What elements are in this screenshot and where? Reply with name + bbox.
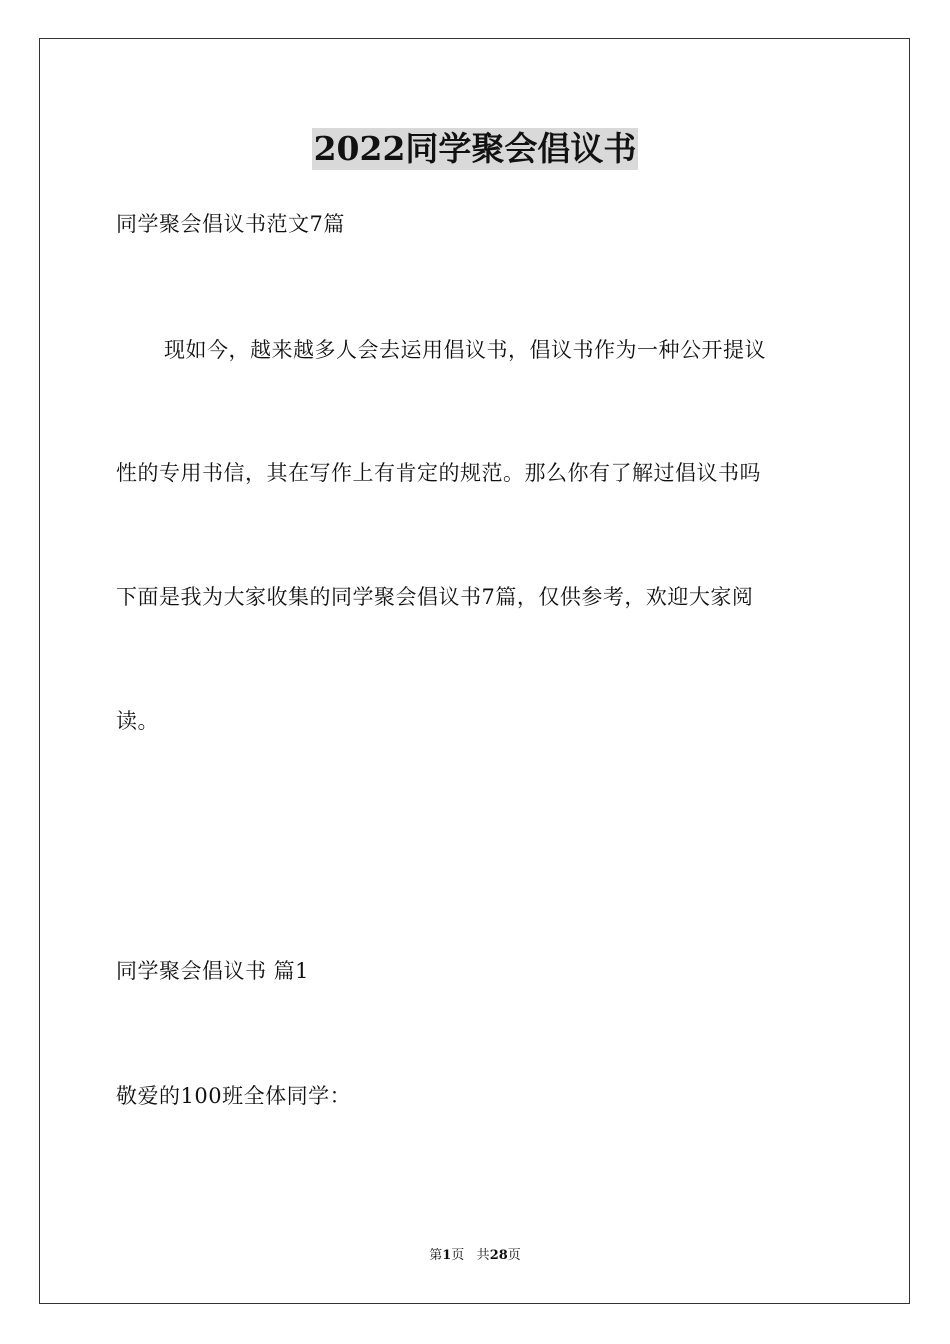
page-footer — [0, 1247, 950, 1265]
document-subtitle: 同学聚会倡议书范文7篇 — [116, 212, 345, 236]
title-container — [0, 128, 950, 170]
intro-line: 性的专用书信，其在写作上有肯定的规范。那么你有了解过倡议书吗 — [116, 461, 761, 485]
page-suffix: 页 — [451, 1248, 465, 1263]
total-prefix: 共 — [476, 1248, 490, 1263]
section-heading: 同学聚会倡议书 篇1 — [116, 959, 310, 983]
total-suffix: 页 — [507, 1248, 521, 1263]
salutation: 敬爱的100班全体同学： — [116, 1084, 352, 1108]
intro-line: 现如今，越来越多人会去运用倡议书，倡议书作为一种公开提议 — [164, 338, 766, 362]
total-pages: 28 — [489, 1248, 508, 1263]
document-title: 2022同学聚会倡议书 — [313, 129, 637, 168]
page-number: 1 — [442, 1248, 452, 1263]
intro-line: 下面是我为大家收集的同学聚会倡议书7篇，仅供参考，欢迎大家阅 — [116, 585, 754, 609]
page-prefix: 第 — [429, 1248, 443, 1263]
intro-line: 读。 — [116, 709, 159, 733]
